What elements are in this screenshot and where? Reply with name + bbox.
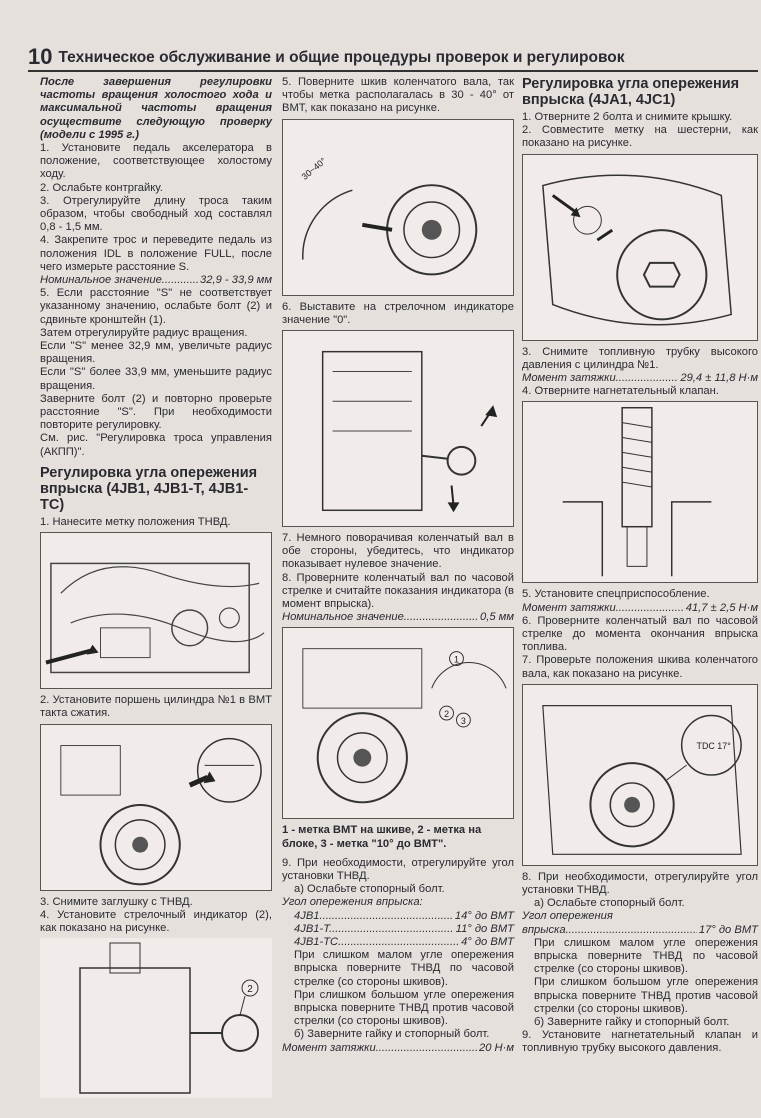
angle-model: 4JB1-TC ..... — [294, 936, 459, 949]
step-text: 7. Проверьте положения шкива коленчатого вала, как показано на рисунке. — [522, 654, 758, 680]
step-text: 9. При необходимости, отрегулируйте угол установки ТНВД. — [282, 856, 514, 883]
pump-gauge-illustration — [283, 331, 513, 526]
step-text: а) Ослабьте стопорный болт. — [534, 897, 685, 910]
intro-text: После завершения регулировки частоты вращения холостого хода и максимальной частоты вращения осуществите следующую проверку (модели с 1995 г.) — [40, 76, 272, 141]
step-text: 8. Проверните коленчатый вал по часовой стрелке и считайте показания индикатора (в момент впрыска). — [282, 571, 514, 611]
torque-value: 41,7 ± 2,5 Н·м — [685, 601, 758, 614]
step-text: 5. Установите спецприспособление. — [522, 588, 710, 601]
figure-dial-indicator — [40, 938, 272, 1098]
torque-line — [522, 602, 758, 615]
column-left — [40, 76, 272, 1103]
spec-value: 0,5 мм — [480, 611, 514, 624]
step-text: Если "S" менее 32,9 мм, увеличьте радиус вращения. — [40, 340, 272, 366]
step-text: 2. Установите поршень цилиндра №1 в ВМТ такта сжатия. — [40, 694, 272, 720]
angle-row — [282, 936, 514, 949]
step-text: 9. Установите нагнетательный клапан и топливную трубку высокого давления. — [522, 1029, 758, 1055]
crank-pulley-illustration — [283, 120, 513, 295]
section-heading: Регулировка угла опережения впрыска (4JB1, 4JB1-T, 4JB1-TC) — [40, 464, 258, 513]
step-text: 6. Выставите на стрелочном индикаторе значение "0". — [282, 300, 514, 326]
figure-mark-label: 1 — [454, 654, 459, 665]
step-text: 2. Ослабьте контргайку. — [40, 181, 163, 194]
step-text: Если "S" более 33,9 мм, уменьшите радиус вращения. — [40, 366, 272, 392]
step-text: 4. Закрепите трос и переведите педаль из положения IDL в положение FULL, после чего измерьте расстояние S. — [40, 234, 272, 273]
dial-indicator-illustration — [40, 938, 272, 1098]
step-text: б) Заверните гайку и стопорный болт. — [294, 1028, 490, 1041]
step-text: Заверните болт (2) и повторно проверьте расстояние "S". При необходимости повторите регулировку. — [40, 392, 272, 432]
angle-row — [282, 910, 514, 923]
torque-label: Момент затяжки ..... — [522, 602, 684, 615]
step-text: 1. Нанесите метку положения ТНВД. — [40, 515, 231, 528]
torque-label: Момент затяжки ..... — [522, 372, 678, 385]
column-right — [522, 76, 758, 1056]
figure-timing-marks — [282, 627, 514, 819]
torque-line — [282, 1042, 514, 1055]
page-header — [28, 42, 758, 72]
special-tool-illustration — [523, 402, 757, 582]
step-text: а) Ослабьте стопорный болт. — [294, 883, 445, 896]
spec-line — [40, 274, 272, 287]
spec-line — [282, 611, 514, 624]
step-text: 3. Снимите заглушку с ТНВД. — [40, 895, 193, 908]
step-text: 4. Отверните нагнетательный клапан. — [522, 385, 719, 398]
angle-value: 11° до ВМТ — [455, 922, 514, 935]
angle-model: 4JB1 ..... — [294, 910, 453, 923]
figure-caption: 1 - метка ВМТ на шкиве, 2 - метка на блоке, 3 - метка "10° до ВМТ". — [282, 824, 482, 850]
step-text: См. рис. "Регулировка троса управления (АКПП)". — [40, 432, 272, 458]
figure-angle-label: 30~40° — [299, 155, 328, 182]
angle-value: 14° до ВМТ — [454, 909, 514, 922]
figure-gear-mark — [522, 154, 758, 341]
step-text: 5. Поверните шкив коленчатого вала, так чтобы метка располагалась в 30 - 40° от ВМТ, как показано на рисунке. — [282, 76, 514, 115]
page-title: Техническое обслуживание и общие процедуры проверок и регулировок — [58, 49, 625, 66]
figure-mark-label: 3 — [460, 716, 466, 727]
step-text: 8. При необходимости, отрегулируйте угол установки ТНВД. — [522, 870, 758, 897]
step-text: 6. Проверните коленчатый вал по часовой стрелке до момента окончания впрыска топлива. — [522, 614, 758, 654]
figure-crank-angle — [282, 119, 514, 296]
step-text: 1. Отверните 2 болта и снимите крышку. — [522, 111, 733, 123]
step-text: 3. Снимите топливную трубку высокого давления с цилиндра №1. — [522, 345, 758, 371]
figure-pump-indicator — [282, 330, 514, 527]
step-text: 7. Немного поворачивая коленчатый вал в обе стороны, убедитесь, что индикатор показывает нулевое значение. — [282, 532, 514, 571]
figure-pulley-tdc — [522, 684, 758, 866]
pulley-tdc-illustration — [523, 685, 757, 865]
step-text: Затем отрегулируйте радиус вращения. — [40, 326, 248, 339]
torque-label: Момент затяжки ..... — [282, 1042, 477, 1055]
figure-special-tool — [522, 401, 758, 583]
step-text: При слишком малом угле опережения впрыска поверните ТНВД по часовой стрелке (со стороны шкивов). — [534, 936, 758, 976]
torque-value: 29,4 ± 11,8 Н·м — [680, 372, 758, 385]
figure-piston-tdc — [40, 724, 272, 891]
section-heading: Регулировка угла опережения впрыска (4JA1, 4JC1) — [522, 76, 740, 108]
step-text: 4. Установите стрелочный индикатор (2), как показано на рисунке. — [40, 908, 272, 934]
step-text: 3. Отрегулируйте длину троса таким образом, чтобы свободный ход составлял 0,8 - 1,5 мм. — [40, 194, 272, 234]
step-text: б) Заверните гайку и стопорный болт. — [534, 1016, 730, 1029]
step-text: При слишком большом угле опережения впрыска поверните ТНВД против часовой стрелки (со стороны шкивов). — [534, 976, 758, 1015]
angle-title: Угол опережения впрыска: — [282, 896, 423, 909]
figure-tdc-label: TDC 17° — [696, 741, 731, 752]
spec-value: 32,9 - 33,9 мм — [200, 274, 272, 287]
step-text: 5. Если расстояние "S" не соответствует указанному значению, ослабьте болт (2) и сдвиньте кронштейн (1). — [40, 287, 272, 326]
timing-marks-illustration — [283, 628, 513, 818]
spec-label: Номинальное значение ..... — [40, 274, 198, 287]
angle-value: 17° до ВМТ — [698, 923, 758, 936]
step-text: 1. Установите педаль акселератора в положение, соответствующее холостому ходу. — [40, 142, 272, 181]
angle-model: 4JB1-T ..... — [294, 923, 454, 936]
spec-label: Номинальное значение ..... — [282, 611, 478, 624]
step-text: 2. Совместите метку на шестерни, как показано на рисунке. — [522, 124, 758, 150]
torque-value: 20 Н·м — [478, 1041, 514, 1054]
angle-row — [282, 923, 514, 936]
figure-callout-label: 2 — [247, 984, 253, 996]
torque-line — [522, 372, 758, 385]
figure-pump-mark — [40, 532, 272, 689]
step-text: При слишком большом угле опережения впрыска поверните ТНВД против часовой стрелки (со стороны шкивов). — [294, 988, 514, 1028]
angle-value: 4° до ВМТ — [461, 936, 514, 949]
angle-label: Угол опережения — [522, 910, 613, 923]
page-number: 10 — [28, 44, 53, 69]
step-text: При слишком малом угле опережения впрыска поверните ТНВД по часовой стрелке (со стороны шкивов). — [294, 949, 514, 988]
crankshaft-illustration — [41, 725, 271, 890]
gear-cover-illustration — [523, 155, 757, 340]
column-middle — [282, 76, 514, 1055]
angle-row — [522, 924, 758, 937]
pump-engine-illustration — [41, 533, 271, 688]
angle-label: впрыска ..... — [522, 924, 697, 937]
figure-mark-label: 2 — [444, 709, 450, 720]
